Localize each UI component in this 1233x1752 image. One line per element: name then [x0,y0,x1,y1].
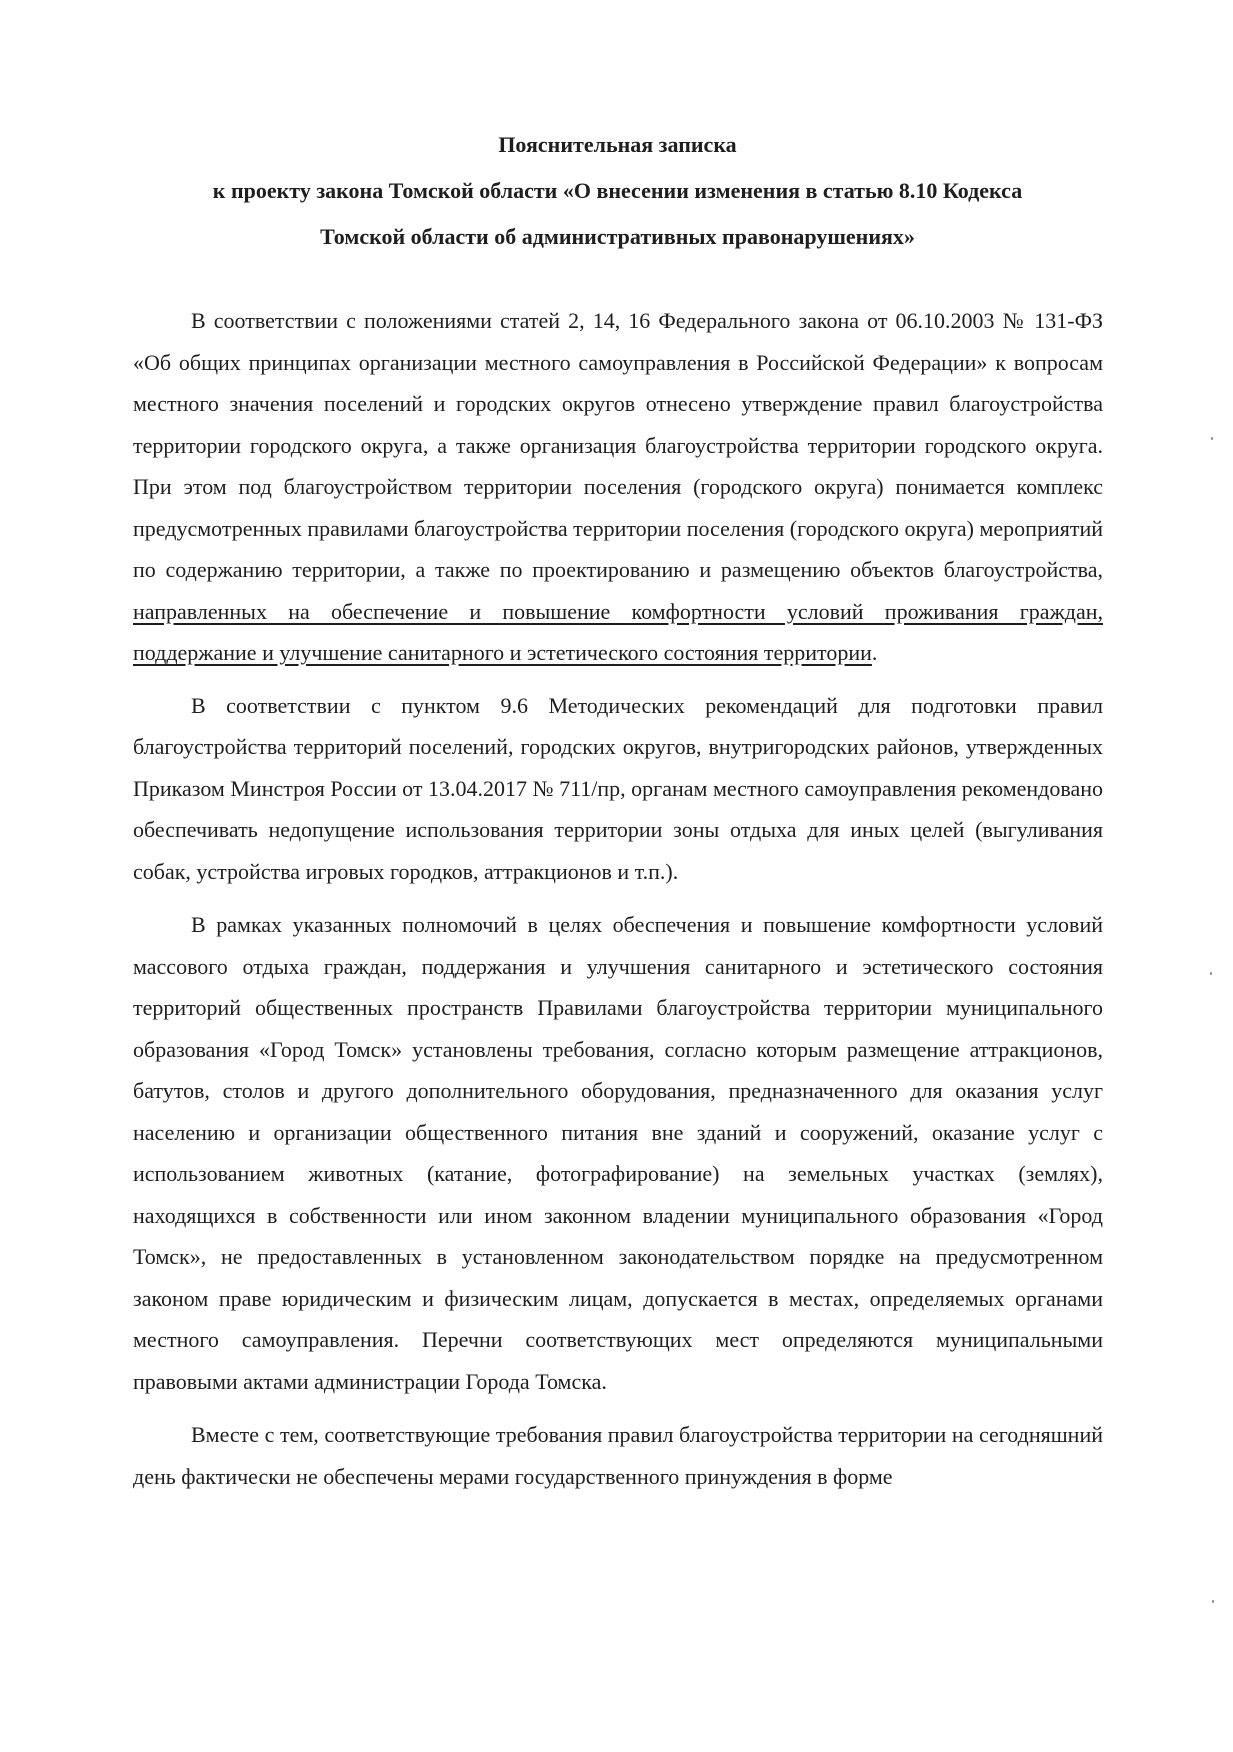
paragraph-1-text: В соответствии с положениями статей 2, 14, 16 Федерального закона от 06.10.2003 № 131-ФЗ «Об общих принципах организации местного самоуправления в Российской Федерации» к вопросам местного значения поселений и городских округов отнесено утверждение правил благоустройства территории городского округа, а также организация благоустройства территории городского округа. При этом под благоустройством территории поселения (городского округа) понимается комплекс предусмотренных правилами благоустройства территории поселения (городского округа) мероприятий по содержанию территории, а также по проектированию и размещению объектов благоустройства, [133,308,1103,582]
scan-speck [1210,972,1212,975]
heading-line-1: Пояснительная записка [498,132,737,157]
paragraph-3: В рамках указанных полномочий в целях обеспечения и повышение комфортности условий массового отдыха граждан, поддержания и улучшения санитарного и эстетического состояния территорий общественных пространств Правилами благоустройства территории муниципального образования «Город Томск» установлены требования, согласно которым размещение аттракционов, батутов, столов и другого дополнительного оборудования, предназначенного для оказания услуг населению и организации общественного питания вне зданий и сооружений, оказание услуг с использованием животных (катание, фотографирование) на земельных участках (землях), находящихся в собственности или ином законном владении муниципального образования «Город Томск», не предоставленных в установленном законодательством порядке на предусмотренном законом праве юридическим и физическим лицам, допускается в местах, определяемых органами местного самоуправления. Перечни соответствующих мест определяются муниципальными правовыми актами администрации Города Томска. [133,912,1103,1394]
paragraph-1-end: . [871,640,878,665]
paragraph-1-underlined-text: направленных на обеспечение и повышение комфортности условий проживания граждан, поддержание и улучшение санитарного и эстетического состояния территории [133,598,1103,665]
heading-line-3: Томской области об административных правонарушениях» [320,224,915,249]
paragraph-4: Вместе с тем, соответствующие требования правил благоустройства территории на сегодняшний день фактически не обеспечены мерами государственного принуждения в форме [133,1422,1103,1489]
document-body [133,300,1103,1511]
scan-speck [1211,437,1213,440]
paragraph-1 [133,300,1103,674]
document-heading [130,122,1105,260]
paragraph-2: В соответствии с пунктом 9.6 Методических рекомендаций для подготовки правил благоустройства территорий поселений, городских округов, внутригородских районов, утвержденных Приказом Минстроя России от 13.04.2017 № 711/пр, органам местного самоуправления рекомендовано обеспечивать недопущение использования территории зоны отдыха для иных целей (выгуливания собак, устройства игровых городков, аттракционов и т.п.). [133,692,1103,884]
scan-speck [1212,1600,1214,1603]
heading-line-2: к проекту закона Томской области «О внесении изменения в статью 8.10 Кодекса [212,178,1023,203]
